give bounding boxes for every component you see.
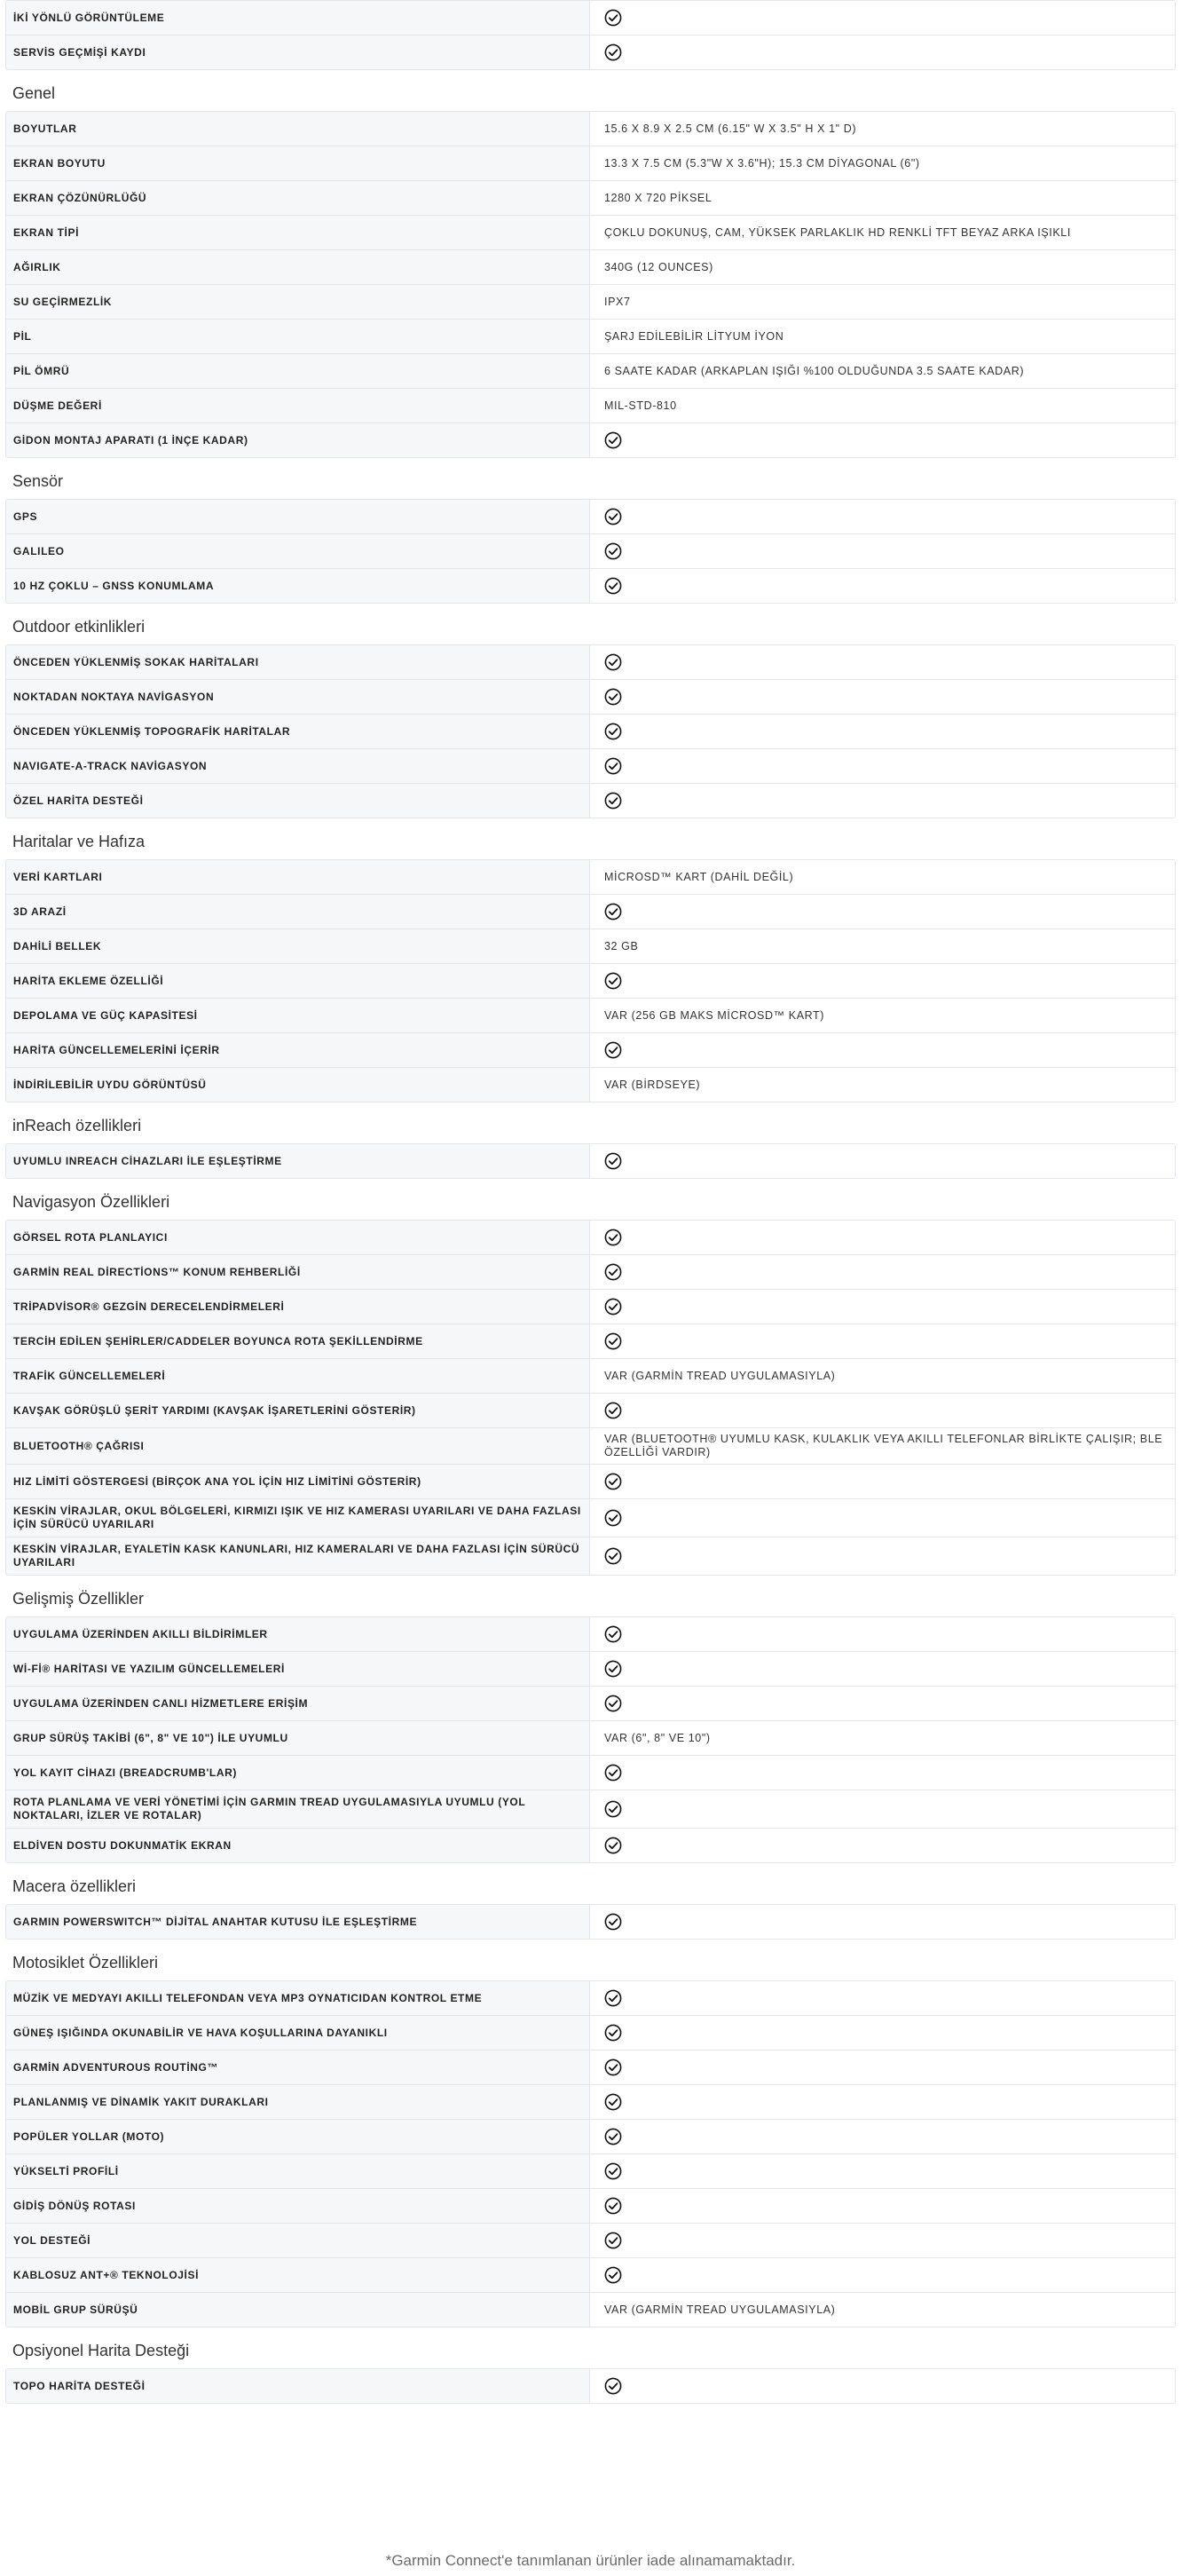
spec-row	[6, 1651, 1175, 1686]
spec-label: HARİTA GÜNCELLEMELERİNİ İÇERİR	[6, 1033, 589, 1067]
spec-label: İKİ YÖNLÜ GÖRÜNTÜLEME	[6, 1, 589, 35]
spec-label: KAVŞAK GÖRÜŞLÜ ŞERİT YARDIMI (KAVŞAK İŞARETLERİNİ GÖSTERİR)	[6, 1394, 589, 1427]
check-circle-icon	[604, 2197, 622, 2215]
check-circle-icon	[604, 1509, 622, 1527]
section-title: Genel	[12, 84, 56, 102]
check-circle-icon	[604, 688, 622, 706]
spec-value	[589, 784, 1175, 818]
spec-value	[589, 1790, 1175, 1828]
spec-label: BOYUTLAR	[6, 112, 589, 146]
spec-value	[589, 2189, 1175, 2223]
spec-label: GPS	[6, 500, 589, 533]
spec-row	[6, 1755, 1175, 1790]
spec-row	[6, 1, 1175, 35]
spec-value	[589, 1465, 1175, 1498]
check-circle-icon	[604, 1764, 622, 1782]
spec-label: ELDİVEN DOSTU DOKUNMATİK EKRAN	[6, 1829, 589, 1862]
spec-label: ROTA PLANLAMA VE VERİ YÖNETİMİ İÇİN GARMIN TREAD UYGULAMASIYLA UYUMLU (YOL NOKTALARI, İZLER VE ROTALAR)	[6, 1790, 589, 1828]
spec-label: Wİ-Fİ® HARİTASI VE YAZILIM GÜNCELLEMELERİ	[6, 1652, 589, 1686]
spec-label: HIZ LİMİTİ GÖSTERGESİ (BİRÇOK ANA YOL İÇİN HIZ LİMİTİNİ GÖSTERİR)	[6, 1465, 589, 1498]
spec-label: TRİPADVİSOR® GEZGİN DERECELENDİRMELERİ	[6, 1290, 589, 1324]
check-circle-icon	[604, 903, 622, 921]
spec-row	[6, 284, 1175, 319]
spec-value	[589, 1652, 1175, 1686]
spec-row	[6, 748, 1175, 783]
spec-label: VERİ KARTLARI	[6, 860, 589, 894]
check-circle-icon	[604, 1473, 622, 1490]
spec-row	[6, 2223, 1175, 2257]
section-title: Macera özellikleri	[12, 1877, 137, 1895]
spec-label: ÖNCEDEN YÜKLENMİŞ SOKAK HARİTALARI	[6, 645, 589, 679]
spec-value	[589, 423, 1175, 457]
spec-value	[589, 1617, 1175, 1651]
spec-label: PİL	[6, 320, 589, 353]
spec-row	[6, 2050, 1175, 2084]
spec-label: SU GEÇİRMEZLİK	[6, 285, 589, 319]
section-title: Opsiyonel Harita Desteği	[12, 2342, 190, 2359]
section-title: Gelişmiş Özellikler	[12, 1590, 145, 1608]
check-circle-icon	[604, 1041, 622, 1059]
spec-row	[6, 928, 1175, 963]
spec-value	[589, 500, 1175, 533]
spec-value	[589, 1829, 1175, 1862]
spec-label: ÖNCEDEN YÜKLENMİŞ TOPOGRAFİK HARİTALAR	[6, 715, 589, 748]
check-circle-icon	[604, 508, 622, 525]
spec-row	[6, 388, 1175, 423]
check-circle-icon	[604, 1837, 622, 1854]
spec-value	[589, 1687, 1175, 1720]
check-circle-icon	[604, 1800, 622, 1818]
spec-value	[589, 749, 1175, 783]
spec-row	[6, 215, 1175, 249]
spec-label: GALILEO	[6, 534, 589, 568]
spec-value	[589, 2369, 1175, 2403]
check-circle-icon	[604, 2093, 622, 2111]
spec-value: VAR (BLUETOOTH® UYUMLU KASK, KULAKLIK VEYA AKILLI TELEFONLAR BİRLİKTE ÇALIŞIR; BLE ÖZELLİĞİ VARDIR)	[589, 1428, 1175, 1464]
spec-value: VAR (BİRDSEYE)	[589, 1068, 1175, 1102]
check-circle-icon	[604, 2232, 622, 2249]
check-circle-icon	[604, 431, 622, 449]
spec-value	[589, 680, 1175, 714]
check-circle-icon	[604, 723, 622, 740]
spec-label: EKRAN ÇÖZÜNÜRLÜĞÜ	[6, 181, 589, 215]
spec-label: 3D ARAZİ	[6, 895, 589, 928]
spec-value: VAR (256 GB MAKS MİCROSD™ KART)	[589, 999, 1175, 1032]
spec-value: 1280 X 720 PİKSEL	[589, 181, 1175, 215]
spec-value	[589, 2120, 1175, 2153]
spec-label: DEPOLAMA VE GÜÇ KAPASİTESİ	[6, 999, 589, 1032]
spec-row	[6, 1289, 1175, 1324]
spec-label: KESKİN VİRAJLAR, OKUL BÖLGELERİ, KIRMIZI IŞIK VE HIZ KAMERASI UYARILARI VE DAHA FAZLASI İÇİN SÜRÜCÜ UYARILARI	[6, 1499, 589, 1537]
spec-table	[5, 1220, 1176, 1576]
check-circle-icon	[604, 1660, 622, 1678]
spec-label: GÖRSEL ROTA PLANLAYICI	[6, 1221, 589, 1254]
spec-value	[589, 1981, 1175, 2015]
check-circle-icon	[604, 2058, 622, 2076]
check-circle-icon	[604, 2377, 622, 2395]
spec-label: ÖZEL HARİTA DESTEĞİ	[6, 784, 589, 818]
spec-value: VAR (GARMİN TREAD UYGULAMASIYLA)	[589, 1359, 1175, 1393]
spec-value	[589, 1255, 1175, 1289]
spec-row	[6, 1324, 1175, 1358]
spec-value	[589, 1756, 1175, 1790]
spec-value: 32 GB	[589, 929, 1175, 963]
spec-label: DÜŞME DEĞERİ	[6, 389, 589, 423]
spec-row	[6, 2153, 1175, 2188]
spec-value	[589, 1537, 1175, 1575]
spec-label: UYUMLU INREACH CİHAZLARI İLE EŞLEŞTİRME	[6, 1144, 589, 1178]
spec-value	[589, 2051, 1175, 2084]
check-circle-icon	[604, 757, 622, 775]
spec-row	[6, 783, 1175, 818]
check-circle-icon	[604, 653, 622, 671]
section-title: Haritalar ve Hafıza	[12, 833, 146, 850]
check-circle-icon	[604, 542, 622, 560]
spec-row	[6, 963, 1175, 998]
spec-row	[6, 894, 1175, 928]
spec-row	[6, 2119, 1175, 2153]
check-circle-icon	[604, 2128, 622, 2145]
spec-label: YOL KAYIT CİHAZI (BREADCRUMB'LAR)	[6, 1756, 589, 1790]
check-circle-icon	[604, 1298, 622, 1316]
spec-label: TRAFİK GÜNCELLEMELERİ	[6, 1359, 589, 1393]
spec-value	[589, 964, 1175, 998]
spec-row	[6, 1221, 1175, 1254]
section-title: Outdoor etkinlikleri	[12, 618, 146, 636]
check-circle-icon	[604, 43, 622, 61]
spec-value	[589, 36, 1175, 69]
spec-value	[589, 1033, 1175, 1067]
spec-row	[6, 860, 1175, 894]
spec-row	[6, 1720, 1175, 1755]
spec-label: TOPO HARİTA DESTEĞİ	[6, 2369, 589, 2403]
check-circle-icon	[604, 792, 622, 810]
spec-row	[6, 1905, 1175, 1939]
spec-label: İNDİRİLEBİLİR UYDU GÖRÜNTÜSÜ	[6, 1068, 589, 1102]
spec-row	[6, 35, 1175, 69]
spec-row	[6, 568, 1175, 603]
spec-label: YÜKSELTİ PROFİLİ	[6, 2154, 589, 2188]
spec-row	[6, 2015, 1175, 2050]
spec-row	[6, 1254, 1175, 1289]
spec-value	[589, 895, 1175, 928]
spec-value	[589, 569, 1175, 603]
spec-label: EKRAN BOYUTU	[6, 146, 589, 180]
spec-row	[6, 423, 1175, 457]
check-circle-icon	[604, 577, 622, 595]
spec-row	[6, 1981, 1175, 2015]
check-circle-icon	[604, 1547, 622, 1565]
spec-table	[5, 644, 1176, 818]
spec-row	[6, 2369, 1175, 2403]
spec-row	[6, 2084, 1175, 2119]
spec-value: VAR (GARMİN TREAD UYGULAMASIYLA)	[589, 2293, 1175, 2327]
spec-label: TERCİH EDİLEN ŞEHİRLER/CADDELER BOYUNCA ROTA ŞEKİLLENDİRME	[6, 1324, 589, 1358]
spec-value	[589, 2085, 1175, 2119]
spec-value	[589, 1221, 1175, 1254]
spec-label: GARMİN REAL DİRECTİONS™ KONUM REHBERLİĞİ	[6, 1255, 589, 1289]
spec-value	[589, 645, 1175, 679]
spec-label: PİL ÖMRÜ	[6, 354, 589, 388]
spec-value: ŞARJ EDİLEBİLİR LİTYUM İYON	[589, 320, 1175, 353]
spec-label: YOL DESTEĞİ	[6, 2224, 589, 2257]
spec-value	[589, 2224, 1175, 2257]
spec-row	[6, 1427, 1175, 1464]
spec-label: GARMIN POWERSWITCH™ DİJİTAL ANAHTAR KUTUSU İLE EŞLEŞTİRME	[6, 1905, 589, 1939]
spec-row	[6, 1067, 1175, 1102]
section-title: inReach özellikleri	[12, 1117, 142, 1134]
check-circle-icon	[604, 2162, 622, 2180]
spec-table	[5, 1616, 1176, 1863]
check-circle-icon	[604, 1402, 622, 1419]
spec-label: KESKİN VİRAJLAR, EYALETİN KASK KANUNLARI, HIZ KAMERALARI VE DAHA FAZLASI İÇİN SÜRÜCÜ UYARILARI	[6, 1537, 589, 1575]
check-circle-icon	[604, 1695, 622, 1712]
spec-row	[6, 319, 1175, 353]
spec-table	[5, 2368, 1176, 2404]
spec-value: MİCROSD™ KART (DAHİL DEĞİL)	[589, 860, 1175, 894]
spec-row	[6, 1032, 1175, 1067]
spec-label: SERVİS GEÇMİŞİ KAYDI	[6, 36, 589, 69]
spec-label: NOKTADAN NOKTAYA NAVİGASYON	[6, 680, 589, 714]
spec-table	[5, 111, 1176, 458]
check-circle-icon	[604, 1913, 622, 1931]
spec-value: ÇOKLU DOKUNUŞ, CAM, YÜKSEK PARLAKLIK HD RENKLİ TFT BEYAZ ARKA IŞIKLI	[589, 216, 1175, 249]
spec-table	[5, 1980, 1176, 2327]
spec-row	[6, 679, 1175, 714]
spec-label: MOBİL GRUP SÜRÜŞÜ	[6, 2293, 589, 2327]
spec-label: GÜNEŞ IŞIĞINDA OKUNABİLİR VE HAVA KOŞULLARINA DAYANIKLI	[6, 2016, 589, 2050]
spec-label: UYGULAMA ÜZERİNDEN AKILLI BİLDİRİMLER	[6, 1617, 589, 1651]
check-circle-icon	[604, 2266, 622, 2284]
check-circle-icon	[604, 972, 622, 990]
spec-label: GRUP SÜRÜŞ TAKİBİ (6", 8" VE 10") İLE UYUMLU	[6, 1721, 589, 1755]
spec-value: MIL-STD-810	[589, 389, 1175, 423]
spec-table	[5, 859, 1176, 1102]
spec-label: GARMİN ADVENTUROUS ROUTİNG™	[6, 2051, 589, 2084]
spec-row	[6, 2292, 1175, 2327]
spec-label: MÜZİK VE MEDYAYI AKILLI TELEFONDAN VEYA MP3 OYNATICIDAN KONTROL ETME	[6, 1981, 589, 2015]
check-circle-icon	[604, 1263, 622, 1281]
spec-row	[6, 1144, 1175, 1178]
spec-label: AĞIRLIK	[6, 250, 589, 284]
spec-value	[589, 1905, 1175, 1939]
spec-value: 15.6 X 8.9 X 2.5 CM (6.15" W X 3.5" H X 1" D)	[589, 112, 1175, 146]
spec-row	[6, 112, 1175, 146]
spec-label: HARİTA EKLEME ÖZELLİĞİ	[6, 964, 589, 998]
spec-row	[6, 1790, 1175, 1828]
spec-value	[589, 2016, 1175, 2050]
spec-row	[6, 998, 1175, 1032]
spec-value	[589, 1144, 1175, 1178]
spec-value	[589, 1394, 1175, 1427]
spec-value	[589, 715, 1175, 748]
spec-row	[6, 714, 1175, 748]
spec-row	[6, 1498, 1175, 1537]
spec-row	[6, 249, 1175, 284]
spec-row	[6, 2257, 1175, 2292]
spec-row	[6, 2188, 1175, 2223]
spec-value	[589, 2258, 1175, 2292]
spec-label: GİDON MONTAJ APARATI (1 İNÇE KADAR)	[6, 423, 589, 457]
check-circle-icon	[604, 1229, 622, 1246]
check-circle-icon	[604, 1625, 622, 1643]
check-circle-icon	[604, 1332, 622, 1350]
check-circle-icon	[604, 2024, 622, 2042]
spec-row	[6, 533, 1175, 568]
spec-row	[6, 1393, 1175, 1427]
spec-value: 6 SAATE KADAR (ARKAPLAN IŞIĞI %100 OLDUĞUNDA 3.5 SAATE KADAR)	[589, 354, 1175, 388]
spec-row	[6, 1464, 1175, 1498]
spec-label: EKRAN TİPİ	[6, 216, 589, 249]
spec-table	[5, 0, 1176, 70]
spec-value: 340G (12 OUNCES)	[589, 250, 1175, 284]
spec-row	[6, 645, 1175, 679]
spec-value	[589, 1290, 1175, 1324]
check-circle-icon	[604, 1152, 622, 1170]
spec-value	[589, 1324, 1175, 1358]
spec-value	[589, 1499, 1175, 1537]
spec-row	[6, 1828, 1175, 1862]
check-circle-icon	[604, 9, 622, 27]
spec-row	[6, 353, 1175, 388]
spec-table	[5, 1904, 1176, 1940]
spec-label: KABLOSUZ ANT+® TEKNOLOJİSİ	[6, 2258, 589, 2292]
spec-label: DAHİLİ BELLEK	[6, 929, 589, 963]
spec-value: IPX7	[589, 285, 1175, 319]
section-title: Motosiklet Özellikleri	[12, 1954, 159, 1972]
spec-label: GİDİŞ DÖNÜŞ ROTASI	[6, 2189, 589, 2223]
spec-value: 13.3 X 7.5 CM (5.3"W X 3.6"H); 15.3 CM DİYAGONAL (6")	[589, 146, 1175, 180]
spec-label: NAVIGATE-A-TRACK NAVİGASYON	[6, 749, 589, 783]
spec-row	[6, 1617, 1175, 1651]
check-circle-icon	[604, 1989, 622, 2007]
spec-row	[6, 1686, 1175, 1720]
section-title: Navigasyon Özellikleri	[12, 1193, 170, 1211]
spec-label: PLANLANMIŞ VE DİNAMİK YAKIT DURAKLARI	[6, 2085, 589, 2119]
spec-table	[5, 499, 1176, 604]
spec-value	[589, 1, 1175, 35]
spec-row	[6, 1358, 1175, 1393]
spec-table	[5, 1143, 1176, 1179]
spec-row	[6, 500, 1175, 533]
section-title: Sensör	[12, 472, 64, 490]
spec-label: POPÜLER YOLLAR (MOTO)	[6, 2120, 589, 2153]
spec-label: 10 HZ ÇOKLU – GNSS KONUMLAMA	[6, 569, 589, 603]
spec-value: VAR (6", 8" VE 10")	[589, 1721, 1175, 1755]
spec-row	[6, 180, 1175, 215]
spec-value	[589, 534, 1175, 568]
spec-label: BLUETOOTH® ÇAĞRISI	[6, 1428, 589, 1464]
return-policy-note: *Garmin Connect'e tanımlanan ürünler iade alınamamaktadır.	[385, 2552, 796, 2569]
spec-label: UYGULAMA ÜZERİNDEN CANLI HİZMETLERE ERİŞİM	[6, 1687, 589, 1720]
spec-value	[589, 2154, 1175, 2188]
spec-row	[6, 146, 1175, 180]
spec-row	[6, 1537, 1175, 1575]
